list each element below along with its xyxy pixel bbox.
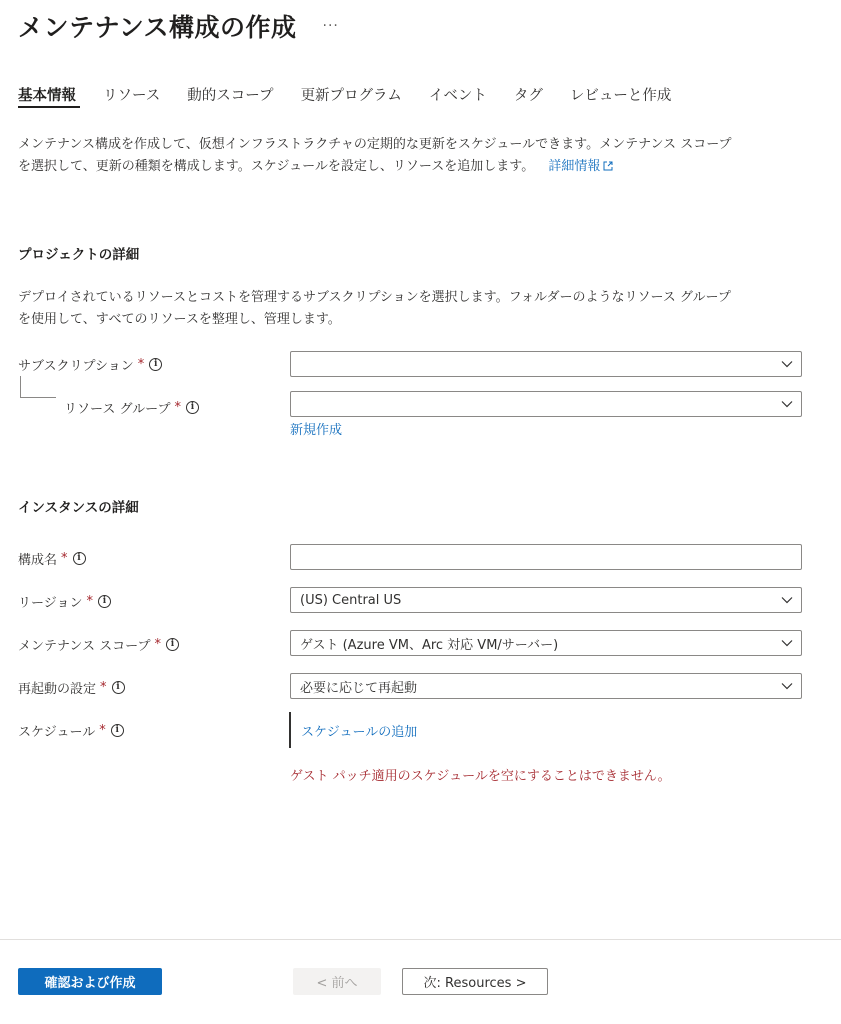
chevron-down-icon [773,674,801,698]
tab-review-create[interactable]: レビューと作成 [569,88,672,104]
schedule-error-message: ゲスト パッチ適用のスケジュールを空にすることはできません。 [290,769,671,784]
tab-basics[interactable]: 基本情報 [18,88,76,104]
required-asterisk: * [61,551,68,566]
required-asterisk: * [99,723,106,738]
reboot-setting-label-text: 再起動の設定 [18,682,97,697]
tab-events[interactable]: イベント [428,88,487,104]
page-title: メンテナンス構成の作成 [18,13,297,42]
required-asterisk: * [154,637,161,652]
info-icon[interactable]: i [186,401,199,414]
intro-line-2 [18,156,818,178]
chevron-down-icon [773,588,801,612]
instance-details-heading: インスタンスの詳細 [18,500,139,516]
region-dropdown[interactable] [290,587,802,613]
required-asterisk: * [137,357,145,372]
previous-button[interactable]: < 前へ [293,968,381,995]
schedule-field [289,712,417,748]
page-header [18,8,339,44]
tab-dynamic-scopes[interactable]: 動的スコープ [187,88,274,104]
chevron-down-icon [773,352,801,376]
schedule-label [18,721,124,740]
schedule-label-text: スケジュール [18,725,96,740]
project-desc-line-2: を使用して、すべてのリソースを整理し、管理します。 [18,312,341,327]
project-desc-line-1: デプロイされているリソースとコストを管理するサブスクリプションを選択します。フォルダーのようなリソース グループ [18,290,731,305]
reboot-setting-value: 必要に応じて再起動 [300,680,418,696]
tab-bar [18,84,671,109]
intro-description [18,134,818,178]
project-description [18,287,818,331]
info-icon[interactable]: i [112,681,125,694]
maintenance-scope-label [18,635,179,654]
required-asterisk: * [86,594,93,609]
config-name-input[interactable] [290,544,802,570]
next-button[interactable]: 次: Resources > [402,968,548,995]
resource-group-label [64,398,199,417]
subscription-label-text: サブスクリプション [18,359,134,374]
reboot-setting-dropdown[interactable] [290,673,802,699]
maintenance-scope-dropdown[interactable] [290,630,802,656]
chevron-down-icon [773,392,801,416]
intro-line-2-text: を選択して、更新の種類を構成します。スケジュールを設定し、リソースを追加します。 [18,159,535,174]
info-icon[interactable]: i [166,638,179,651]
learn-more-label: 詳細情報 [548,159,601,174]
resource-group-label-text: リソース グループ [64,402,171,417]
required-asterisk: * [100,680,107,695]
config-name-label [18,549,86,568]
reboot-setting-label [18,678,125,697]
tree-connector [20,376,56,398]
review-create-button[interactable]: 確認および作成 [18,968,162,995]
intro-line-1: メンテナンス構成を作成して、仮想インフラストラクチャの定期的な更新をスケジュールできます。メンテナンス スコープ [18,137,732,152]
subscription-dropdown[interactable] [290,351,802,377]
create-new-resource-group-link[interactable]: 新規作成 [290,423,343,438]
info-icon[interactable]: i [98,595,111,608]
add-schedule-link[interactable]: スケジュールの追加 [301,724,418,740]
required-asterisk: * [174,400,181,415]
tab-resources[interactable]: リソース [103,88,161,104]
project-details-heading: プロジェクトの詳細 [18,247,140,263]
tab-updates[interactable]: 更新プログラム [300,88,402,104]
tab-tags[interactable]: タグ [513,88,543,104]
maintenance-scope-value: ゲスト (Azure VM、Arc 対応 VM/サーバー) [300,637,559,653]
region-label [18,592,111,611]
maintenance-scope-label-text: メンテナンス スコープ [18,639,151,654]
region-label-text: リージョン [18,596,83,611]
info-icon[interactable]: i [73,552,86,565]
active-tab-underline [18,106,80,108]
region-value: (US) Central US [300,592,402,608]
config-name-label-text: 構成名 [18,553,58,568]
more-options-button[interactable]: ··· [322,18,339,34]
learn-more-link[interactable] [548,159,613,174]
info-icon[interactable]: i [149,358,162,371]
chevron-down-icon [773,631,801,655]
footer-divider [0,939,841,940]
subscription-label [18,355,162,374]
info-icon[interactable]: i [111,724,124,737]
external-link-icon [603,161,613,171]
resource-group-dropdown[interactable] [290,391,802,417]
